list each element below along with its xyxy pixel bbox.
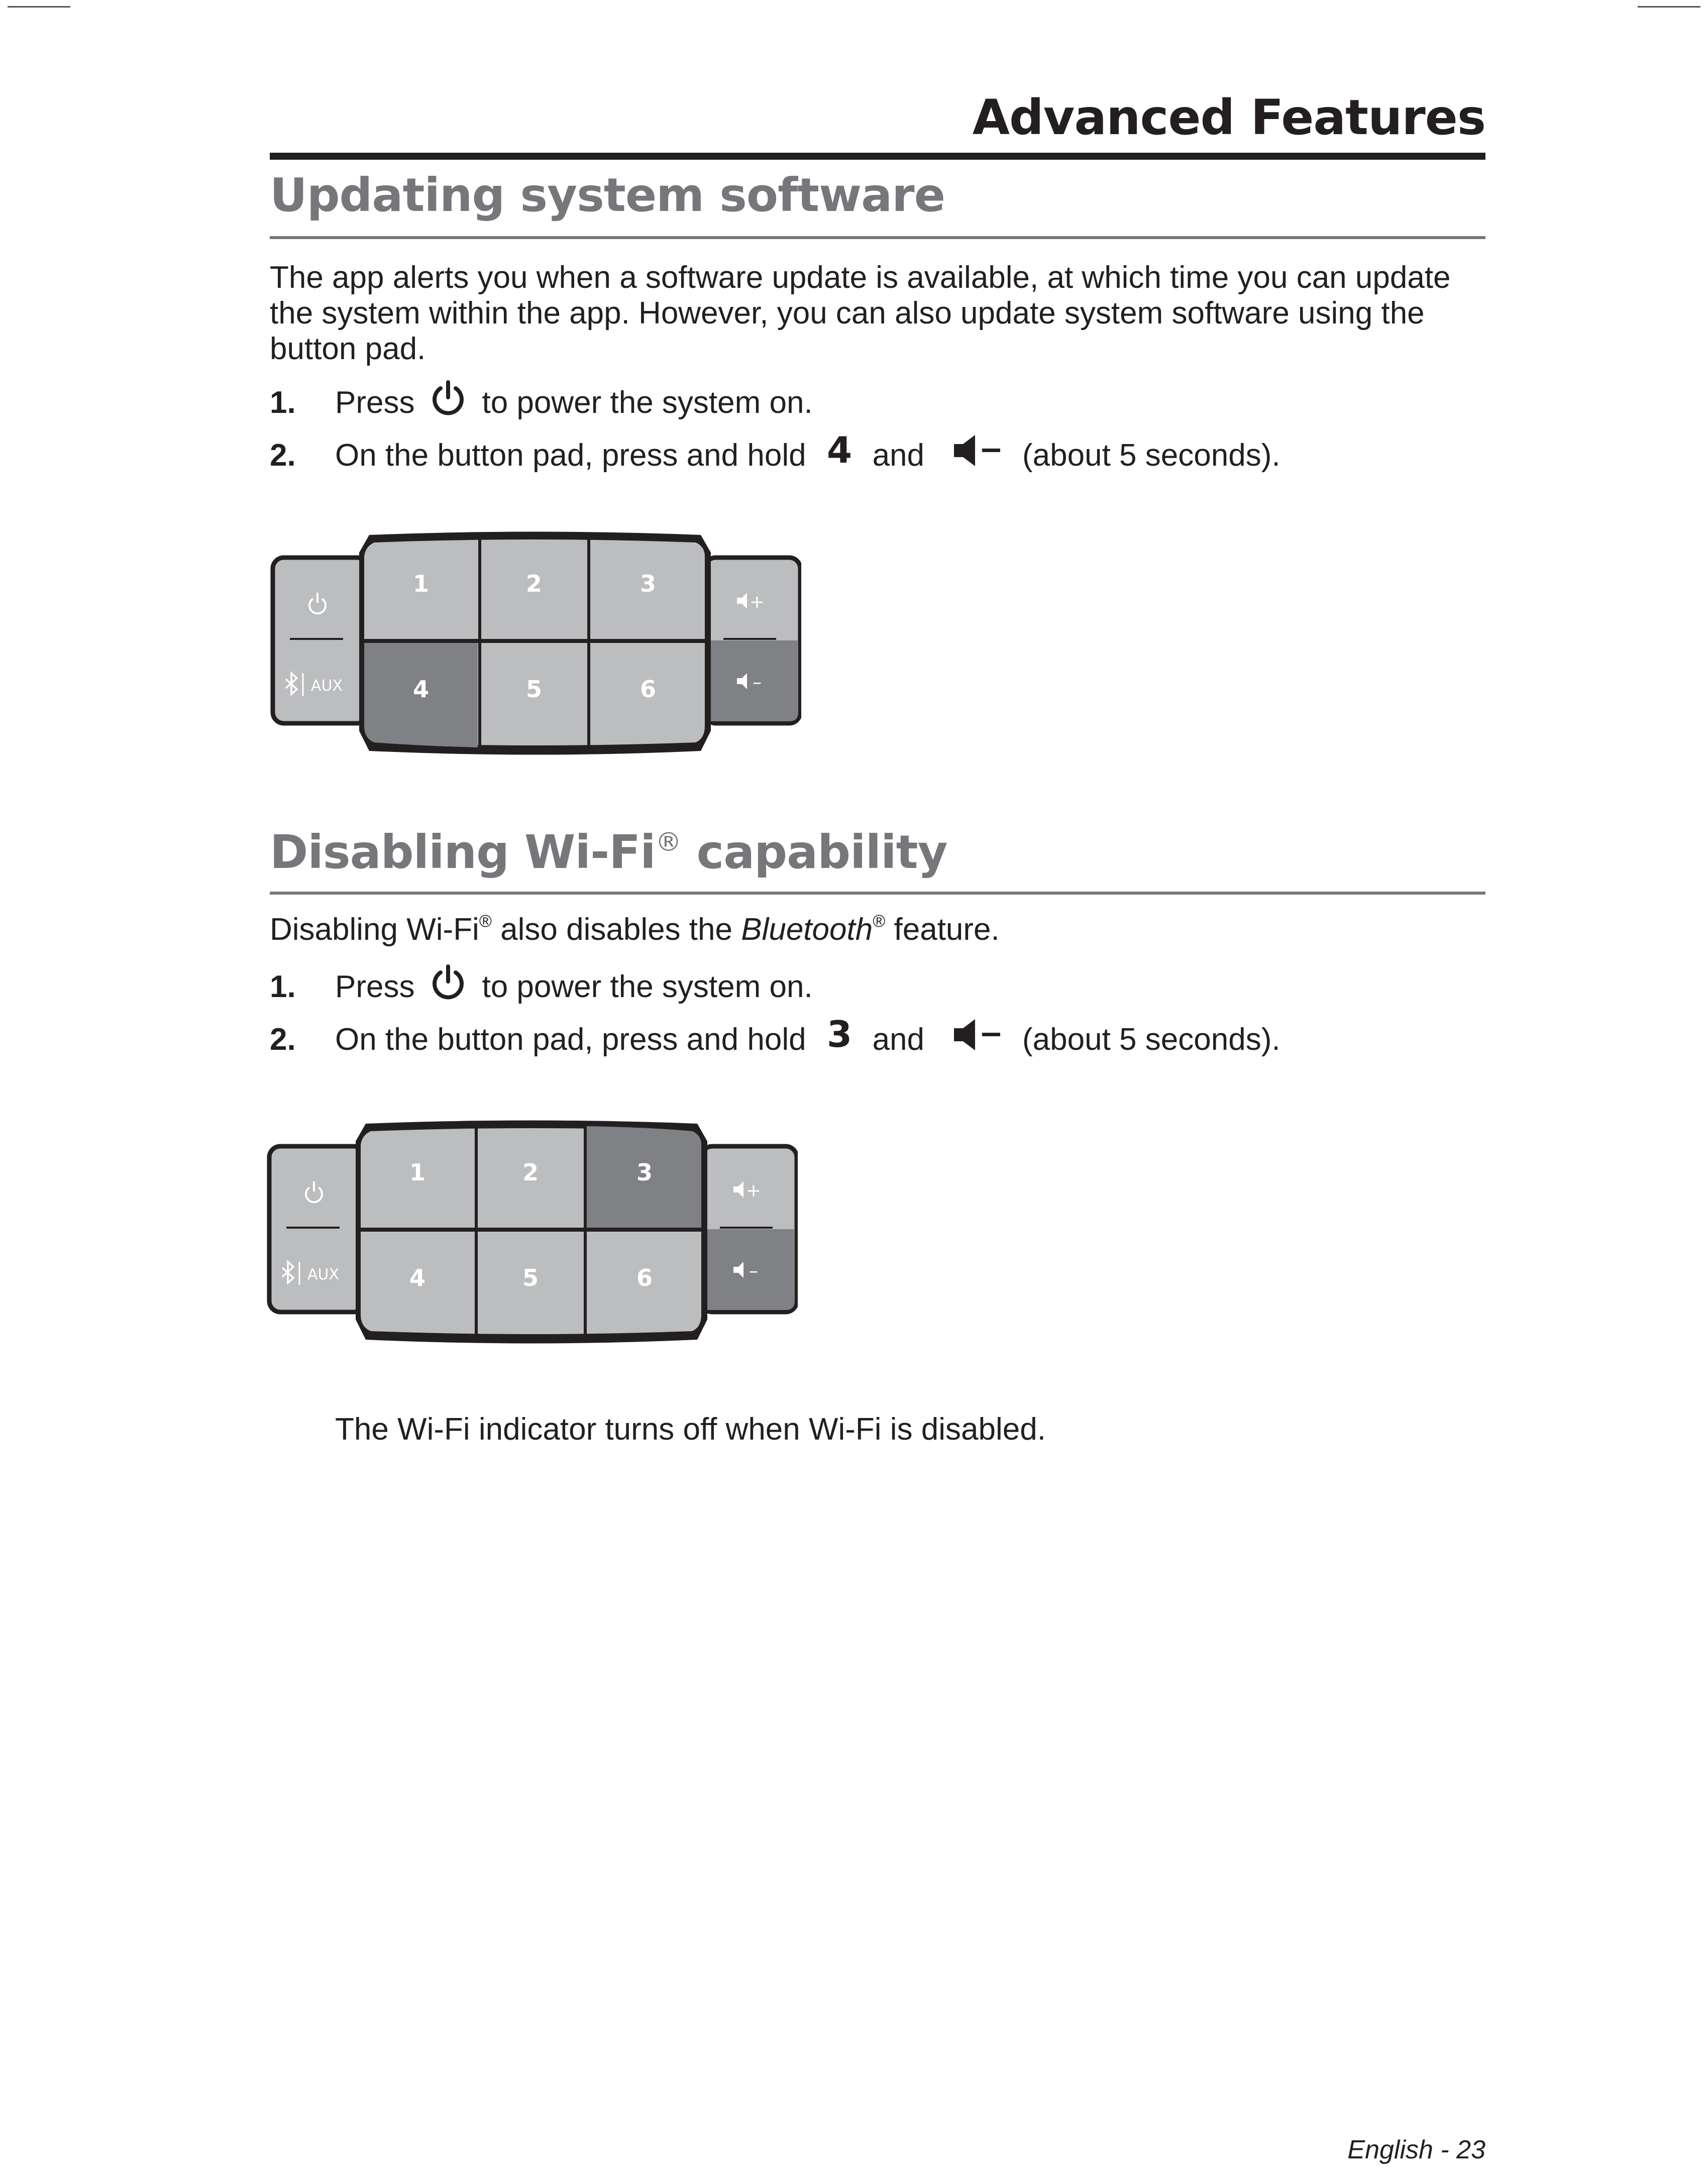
page-number: English - 23 [1347, 2135, 1485, 2164]
pad-aux-label: AUX [307, 1266, 340, 1283]
left-side-panel [273, 558, 368, 723]
key-glyph-text: 3 [826, 1020, 852, 1050]
section-rule [270, 892, 1485, 895]
step-text-before: On the button pad, press and hold [335, 438, 806, 473]
pad-key-4: 4 [412, 676, 430, 703]
chapter-rule [270, 153, 1485, 160]
section2-intro: Disabling Wi-Fi® also disables the Bluetooth® feature. [270, 912, 1000, 947]
section-title-disabling-wifi: Disabling Wi-Fi® capability [270, 825, 947, 879]
step-text-after: (about 5 seconds). [1022, 438, 1280, 473]
wifi-indicator-note: The Wi-Fi indicator turns off when Wi-Fi is disabled. [335, 1412, 1046, 1447]
svg-text:–: – [749, 1261, 758, 1281]
crop-mark-right [1638, 6, 1700, 8]
button-pad-diagram-1 [269, 522, 801, 758]
volume-down-pressed [705, 640, 798, 721]
step-text-before: Press [335, 385, 415, 420]
step-text-middle: and [872, 1022, 925, 1057]
pad-key-5: 5 [525, 676, 543, 703]
section-title-updating: Updating system software [270, 168, 945, 222]
section2-step-2 [270, 1020, 1485, 1060]
step-text-after: (about 5 seconds). [1022, 1022, 1280, 1057]
svg-text:+: + [745, 1180, 762, 1201]
pad-key-1: 1 [409, 1159, 426, 1186]
power-icon [430, 379, 467, 426]
volume-down-pressed [701, 1229, 795, 1310]
step-number: 2. [270, 438, 296, 473]
pad-key-6: 6 [639, 676, 657, 703]
section1-step-2 [270, 435, 1485, 476]
section-rule [270, 236, 1485, 239]
svg-text:+: + [749, 592, 765, 612]
pad-key-2: 2 [522, 1159, 539, 1186]
button-pad-diagram-2 [265, 1111, 798, 1347]
step-text-before: On the button pad, press and hold [335, 1022, 806, 1057]
power-icon [430, 963, 467, 1011]
key-glyph-text: 4 [826, 435, 852, 466]
pad-aux-label: AUX [311, 677, 343, 695]
section1-intro: The app alerts you when a software update is available, at which time you can update the system within the app. However, you can also update system software using the button pad. [270, 260, 1451, 366]
step-text-before: Press [335, 969, 415, 1004]
section1-step-1 [270, 383, 1485, 423]
left-side-panel [269, 1146, 365, 1312]
step-text-middle: and [872, 438, 925, 473]
volume-down-icon [952, 433, 1002, 478]
pad-key-1: 1 [412, 570, 430, 597]
crop-mark-left [8, 6, 70, 8]
chapter-title: Advanced Features [972, 89, 1485, 146]
pad-key-6: 6 [636, 1264, 653, 1291]
step-text-after: to power the system on. [482, 385, 813, 420]
pad-key-3: 3 [639, 570, 657, 597]
step-number: 1. [270, 969, 296, 1004]
svg-text:–: – [753, 672, 762, 693]
step-number: 2. [270, 1022, 296, 1057]
pad-key-5: 5 [522, 1264, 539, 1291]
key-glyph [821, 435, 858, 476]
step-text-after: to power the system on. [482, 969, 813, 1004]
key-glyph [821, 1020, 858, 1060]
step-number: 1. [270, 385, 296, 420]
section2-step-1 [270, 967, 1485, 1007]
pad-key-4: 4 [409, 1264, 426, 1291]
pad-key-3: 3 [636, 1159, 653, 1186]
pad-key-2: 2 [525, 570, 543, 597]
volume-down-icon [952, 1017, 1002, 1062]
